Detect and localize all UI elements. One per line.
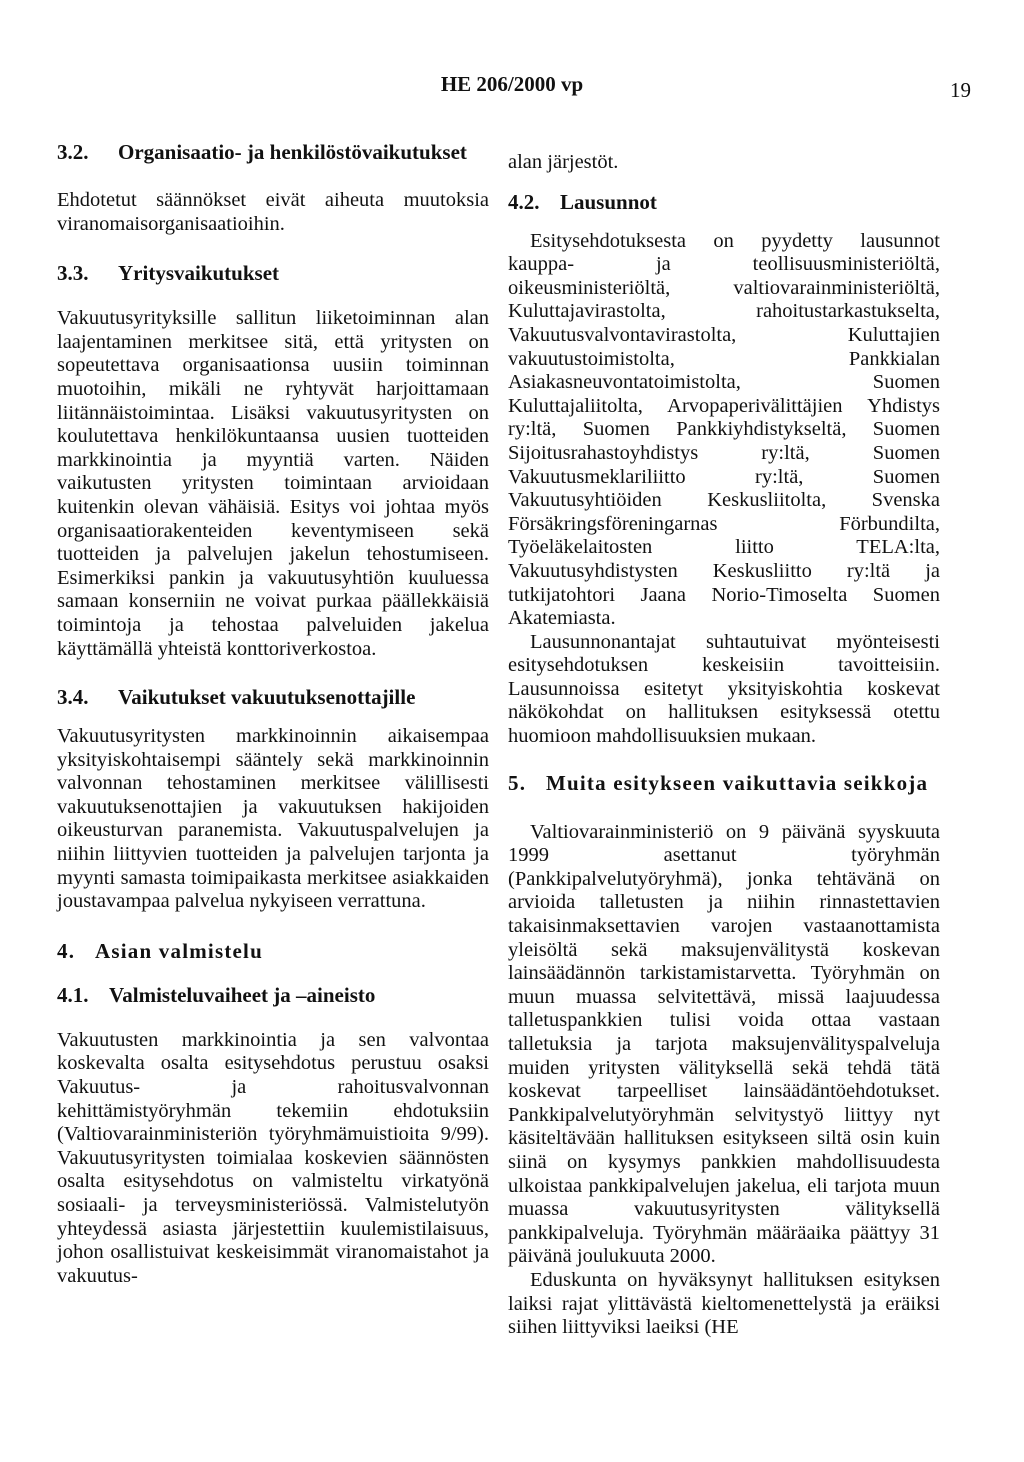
section-number: 4.2. [508,189,540,214]
right-column [508,140,940,1340]
paragraph: Valtiovarainministeriö on 9 päivänä syyskuuta 1999 asettanut työryhmän (Pankkipalvelutyöryhmä), jonka tehtävänä on arvioida talletusten ja niihin rinnastettavien takaisinmaksettavien varojen vastaanottamista yleisöltä sekä maksujenvälitystä koskevan lainsäädännön tarkistamistarvetta. Työryhmän on muun muassa selvitettävä, missä laajuudessa talletuspankkien tulisi voida ottaa vastaan talletuksia ja tarjota maksujenvälityspalveluja muiden yritysten välityksellä sekä tehdä tätä koskevat tarpeelliset lainsäädäntöehdotukset. Pankkipalvelutyöryhmän selvitystyö liittyy nyt käsiteltävään hallituksen esitykseen siltä osin kuin siinä on kysymys pankkien mahdollisuudesta ulkoistaa pankkipalvelujen jakelua, eli tarjota muun muassa vakuutusyritysten välityksellä pankkipalveluja. Työryhmän määräaika päättyy 31 päivänä joulukuuta 2000. [508,820,940,1268]
section-title: Lausunnot [560,189,657,214]
left-column [57,140,489,1288]
section-title: Muita esitykseen vaikuttavia seikkoja [546,770,929,795]
document-id: HE 206/2000 vp [440,72,584,96]
section-heading-3-4 [57,685,489,709]
section-heading-4 [57,939,489,963]
paragraph: Eduskunta on hyväksynyt hallituksen esityksen laiksi rajat ylittävästä kieltomenettelystä ja eräiksi siihen liittyviksi laeiksi (HE [508,1268,940,1339]
section-number: 4. [57,938,76,963]
section-heading-5 [508,771,940,795]
paragraph: Esitysehdotuksesta on pyydetty lausunnot kauppa- ja teollisuusministeriöltä, oikeusministeriöltä, valtiovarainministeriöltä, Kuluttajavirastolta, rahoitustarkastukselta, Vakuutusvalvontavirastolta, Kuluttajien vakuutustoimistolta, Pankkialan Asiakasneuvontatoimistolta, Suomen Kuluttajaliitolta, Arvopaperivälittäjien Yhdistys ry:ltä, Suomen Pankkiyhdistykseltä, Suomen Sijoitusrahastoyhdistys ry:ltä, Suomen Vakuutusmeklariliitto ry:ltä, Suomen Vakuutusyhtiöiden Keskusliitolta, Svenska Försäkringsföreningarnas Förbundilta, Työeläkelaitosten liitto TELA:lta, Vakuutusyhdistysten Keskusliitto ry:ltä ja tutkijatohtori Jaana Norio-Timoselta Suomen Akatemiasta. [508,229,940,630]
section-number: 3.3. [57,261,89,286]
paragraph: Vakuutusyrityksille sallitun liiketoiminnan alan laajentaminen merkitsee sitä, että yritysten on sopeutettava organisaationsa uusiin toiminnan muotoihin, mikäli ne ryhtyvät harjoittamaan liitännäistoimintaa. Lisäksi vakuutusyritysten on koulutettava henkilökuntaansa uusien tuotteiden markkinointia ja myyntiä varten. Näiden vaikutusten yritysten toimintaan arvioidaan kuitenkin olevan vähäisiä. Esitys voi johtaa myös organisaatiorakenteiden keventymiseen sekä tuotteiden ja palvelujen jakelun tehostumiseen. Esimerkiksi pankin ja vakuutusyhtiön kuuluessa samaan konserniin ne voivat purkaa päällekkäisiä toimintoja ja tehostaa palveluiden jakelua käyttämällä yhteistä konttoriverkostoa. [57,307,489,660]
section-heading-3-2 [57,140,489,164]
section-title: Asian valmistelu [95,938,263,963]
section-heading-4-1 [57,983,489,1007]
section-heading-4-2 [508,190,940,214]
section-number: 3.2. [57,140,89,164]
section-title: Vaikutukset vakuutuksenottajille [118,685,416,710]
section-number: 3.4. [57,685,89,710]
section-number: 4.1. [57,982,89,1007]
section-heading-3-3 [57,261,489,285]
page-number: 19 [950,78,971,102]
paragraph: Ehdotetut säännökset eivät aiheuta muutoksia viranomaisorganisaatioihin. [57,189,489,235]
paragraph: Vakuutusten markkinointia ja sen valvontaa koskevalta osalta esitysehdotus perustuu osaksi Vakuutus- ja rahoitusvalvonnan kehittämistyöryhmän tekemiin ehdotuksiin (Valtiovarainministeriön työryhmämuistioita 9/99). Vakuutusyritysten toimialaa koskevien säännösten osalta esitysehdotus on valmisteltu virkatyönä sosiaali- ja terveysministeriössä. Valmistelutyön yhteydessä asiasta järjestettiin kuulemistilaisuus, johon osallistuivat keskeisimmät viranomaistahot ja vakuutus- [57,1028,489,1287]
section-title: Yritysvaikutukset [118,261,280,286]
section-title: Organisaatio- ja henkilöstövaikutukset [118,140,467,164]
paragraph-continuation: alan järjestöt. [508,151,619,173]
paragraph: Lausunnonantajat suhtautuivat myönteisesti esitysehdotuksen keskeisiin tavoitteisiin. Lausunnoissa esitetyt yksityiskohtia koskevat näkökohdat on hallituksen esityksessä otettu huomioon mahdollisuuksien mukaan. [508,630,940,748]
paragraph: Vakuutusyritysten markkinoinnin aikaisempaa yksityiskohtaisempi sääntely sekä markkinoinnin valvonnan tehostaminen merkitsee välillisesti vakuutuksenottajien ja vakuutuksen hakijoiden oikeusturvan paranemista. Vakuutuspalvelujen ja niihin liittyvien tuotteiden ja palvelujen tarjonta ja myynti samasta toimipaikasta merkitsee asiakkaiden joustavampaa palvelua nykyiseen verrattuna. [57,725,489,913]
section-title: Valmisteluvaiheet ja –aineisto [109,982,376,1007]
section-number: 5. [508,770,527,795]
